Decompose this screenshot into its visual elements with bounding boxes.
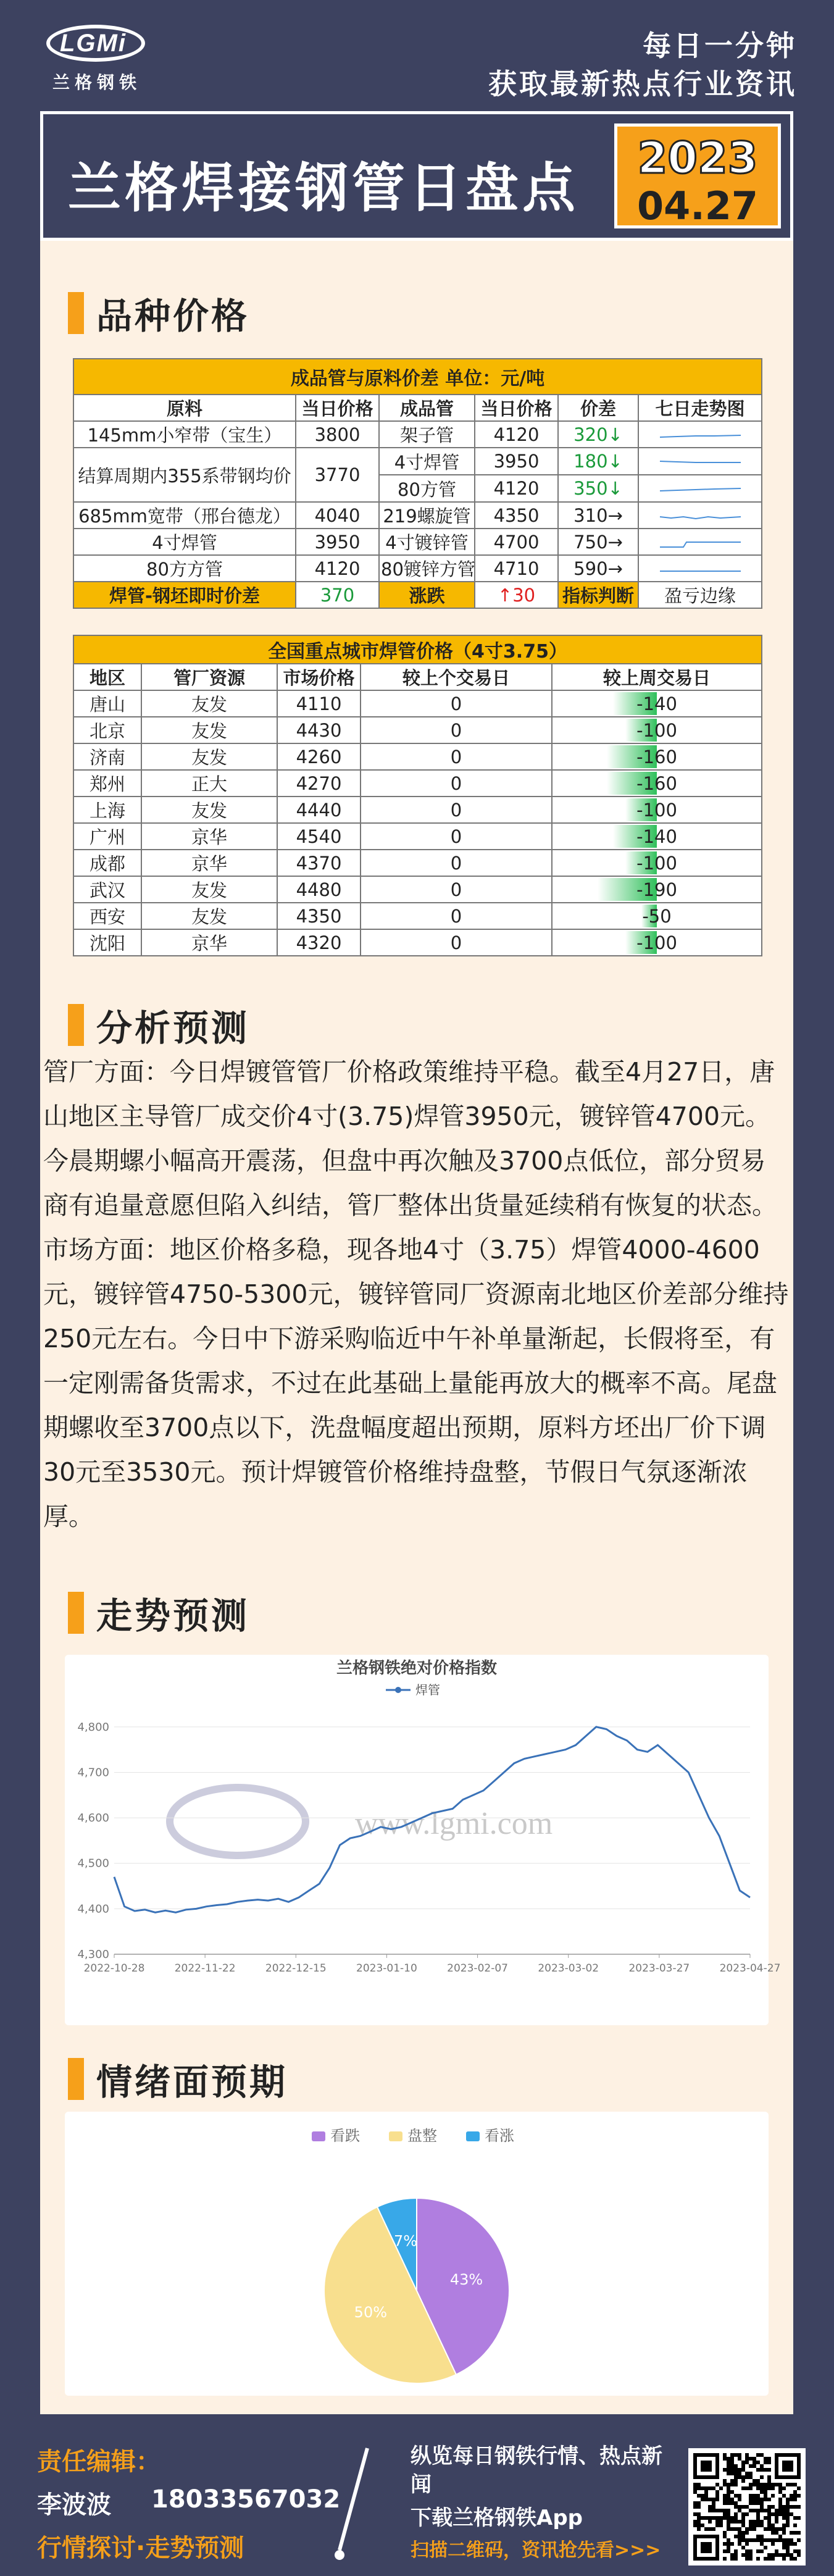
cell-price: 4110 (277, 690, 361, 717)
cell-day-change: 0 (361, 770, 552, 797)
cell-source: 友发 (141, 743, 277, 770)
editor-name: 李波波 (37, 2491, 111, 2519)
cell: 219螺旋管 (379, 502, 475, 529)
slogan-line-1: 每日一分钟 (643, 29, 797, 62)
cell-price: 4430 (277, 717, 361, 743)
section-header-sentiment (68, 2053, 288, 2105)
cell-region: 上海 (73, 797, 141, 823)
table-title: 全国重点城市焊管价格（4寸3.75） (73, 635, 762, 664)
y-tick-label: 4,300 (77, 1948, 109, 1961)
cell-price: 4270 (277, 770, 361, 797)
cell-day-change: 0 (361, 743, 552, 770)
cell-week-change (552, 823, 762, 850)
table-row (73, 876, 762, 903)
table-row (73, 903, 762, 929)
cell-source: 正大 (141, 770, 277, 797)
section-accent-bar (68, 2058, 84, 2100)
cell: 180↓ (558, 448, 638, 475)
legend-swatch (389, 2131, 402, 2141)
cell-week-change (552, 929, 762, 956)
cell-price: 4540 (277, 823, 361, 850)
sparkline-cell (638, 421, 762, 448)
sparkline (659, 430, 742, 442)
change-value: ↑30 (475, 582, 558, 608)
cell-day-change: 0 (361, 797, 552, 823)
cell-region: 成都 (73, 850, 141, 876)
cell-week-change (552, 850, 762, 876)
cell-region: 北京 (73, 717, 141, 743)
x-tick-label: 2022-12-15 (265, 1962, 327, 1975)
table-row (73, 797, 762, 823)
cell-region: 济南 (73, 743, 141, 770)
cell-day-change: 0 (361, 717, 552, 743)
pie-slice-label: 50% (354, 2304, 388, 2322)
table-row (73, 502, 762, 529)
cell: 590→ (558, 555, 638, 582)
content-panel (40, 241, 793, 2414)
cell: 架子管 (379, 421, 475, 448)
pen-decoration-icon (333, 2445, 370, 2569)
cell-price: 4370 (277, 850, 361, 876)
cell-price: 4260 (277, 743, 361, 770)
legend-swatch (466, 2131, 480, 2141)
logo-subtitle: 兰格钢铁 (52, 72, 142, 93)
spread-label: 焊管-钢坯即时价差 (73, 582, 296, 608)
sparkline (659, 564, 742, 576)
price-index-chart-card (65, 1655, 781, 2025)
summary-row (73, 582, 762, 608)
cell-price: 4480 (277, 876, 361, 903)
y-tick-label: 4,400 (77, 1902, 109, 1916)
qr-code-pattern (693, 2453, 801, 2561)
col-header: 管厂资源 (141, 664, 277, 690)
table-row (73, 421, 762, 448)
cell: 80方管 (379, 475, 475, 502)
table-row (73, 717, 762, 743)
cell-day-change: 0 (361, 850, 552, 876)
sparkline (659, 511, 742, 523)
x-tick-label: 2022-11-22 (174, 1962, 236, 1975)
cell: 3800 (296, 421, 379, 448)
sparkline (659, 483, 742, 496)
cell-source: 京华 (141, 850, 277, 876)
cell: 结算周期内355系带钢均价 (73, 448, 296, 502)
sparkline-cell (638, 448, 762, 475)
table-row (73, 743, 762, 770)
cell: 320↓ (558, 421, 638, 448)
date-badge (614, 123, 781, 228)
cell-week-change (552, 770, 762, 797)
table-row (73, 448, 762, 475)
qr-code-icon[interactable] (688, 2448, 806, 2566)
week-change-value: -160 (636, 746, 677, 767)
legend-label: 看跌 (330, 2127, 360, 2144)
sentiment-pie-chart (65, 2112, 769, 2396)
cell-region: 西安 (73, 903, 141, 929)
x-tick-label: 2022-10-28 (83, 1962, 145, 1975)
city-rows (73, 690, 762, 956)
table-row (73, 770, 762, 797)
week-change-value: -50 (642, 905, 672, 927)
cell-source: 友发 (141, 903, 277, 929)
cell-week-change (552, 743, 762, 770)
cell-day-change: 0 (361, 690, 552, 717)
section-header-variety-price (68, 287, 249, 339)
sparkline-cell (638, 555, 762, 582)
cell: 4寸焊管 (379, 448, 475, 475)
table-row (73, 555, 762, 582)
cell-region: 广州 (73, 823, 141, 850)
x-tick-label: 2023-01-10 (356, 1962, 417, 1975)
tagline: 行情探讨·走势预测 (37, 2534, 244, 2562)
week-change-value: -160 (636, 772, 677, 794)
page-title: 兰格焊接钢管日盘点 (68, 157, 579, 219)
change-label: 涨跌 (379, 582, 475, 608)
cell-week-change (552, 797, 762, 823)
cell: 4120 (475, 475, 558, 502)
cell-price: 4440 (277, 797, 361, 823)
footer-promo-line-2: 下载兰格钢铁App (411, 2506, 583, 2530)
cell: 3950 (475, 448, 558, 475)
table-title-row (73, 635, 762, 664)
x-tick-label: 2023-04-27 (719, 1962, 781, 1975)
col-header: 当日价格 (475, 395, 558, 421)
y-tick-label: 4,700 (77, 1766, 109, 1779)
watermark-text: www.lgmi.com (355, 1806, 553, 1841)
cell: 4040 (296, 502, 379, 529)
pie-slice-label: 7% (393, 2232, 418, 2250)
col-header: 市场价格 (277, 664, 361, 690)
table-row (73, 690, 762, 717)
cell: 350↓ (558, 475, 638, 502)
date-year: 2023 (637, 133, 758, 183)
cell-week-change (552, 690, 762, 717)
legend-label: 盘整 (407, 2127, 437, 2144)
y-tick-label: 4,600 (77, 1812, 109, 1825)
city-price-table (73, 635, 762, 956)
cell-region: 郑州 (73, 770, 141, 797)
legend-swatch (312, 2131, 325, 2141)
week-change-value: -100 (636, 719, 677, 741)
spread-value: 370 (296, 582, 379, 608)
cell: 4寸焊管 (73, 529, 296, 555)
sparkline (659, 537, 742, 550)
cell: 145mm小窄带（宝生） (73, 421, 296, 448)
sentiment-chart-card (65, 2112, 769, 2396)
analysis-paragraph-1: 管厂方面：今日焊镀管管厂价格政策维持平稳。截至4月27日，唐山地区主导管厂成交价4寸(3.75)焊管3950元，镀锌管4700元。今晨期螺小幅高开震荡，但盘中再次触及3700点低位，部分贸易商有追量意愿但陷入纠结，管厂整体出货量延续稍有恢复的状态。 (43, 1057, 777, 1220)
cell-price: 4320 (277, 929, 361, 956)
x-tick-label: 2023-03-02 (538, 1962, 599, 1975)
legend-label: 看涨 (485, 2127, 514, 2144)
cell-source: 京华 (141, 823, 277, 850)
brand-logo (46, 25, 157, 93)
cell-region: 武汉 (73, 876, 141, 903)
title-banner (40, 111, 793, 241)
week-change-value: -140 (636, 826, 677, 847)
sparkline-cell (638, 529, 762, 555)
pie-slice-label: 43% (449, 2271, 483, 2289)
section-title: 情绪面预期 (96, 2061, 288, 2103)
y-tick-label: 4,500 (77, 1857, 109, 1870)
cell-week-change (552, 876, 762, 903)
cell: 4120 (296, 555, 379, 582)
sparkline-cell (638, 502, 762, 529)
section-accent-bar (68, 1592, 84, 1634)
watermark-logo-icon (170, 1788, 306, 1855)
legend-marker (395, 1687, 401, 1693)
cell-week-change (552, 717, 762, 743)
col-header: 价差 (558, 395, 638, 421)
cell: 4700 (475, 529, 558, 555)
col-header: 当日价格 (296, 395, 379, 421)
table-title-row (73, 359, 762, 395)
section-title: 品种价格 (96, 295, 250, 337)
section-title: 分析预测 (96, 1007, 250, 1049)
cell-region: 沈阳 (73, 929, 141, 956)
week-change-value: -100 (636, 852, 677, 874)
table-row (73, 823, 762, 850)
table-header-row (73, 664, 762, 690)
price-spread-table (73, 358, 762, 609)
table-header-row (73, 395, 762, 421)
analysis-paragraph-2: 市场方面：地区价格多稳，现各地4寸（3.75）焊管4000-4600元，镀锌管4750-5300元，镀锌管同厂资源南北地区价差部分维持250元左右。今日中下游采购临近中午补单量渐起，长假将至，有一定刚需备货需求，不过在此基础上量能再放大的概率不高。尾盘期螺收至3700点以下，洗盘幅度超出预期，原料方坯出厂价下调30元至3530元。预计焊镀管价格维持盘整，节假日气氛逐渐浓厚。 (43, 1235, 789, 1531)
editor-phone: 18033567032 (151, 2485, 341, 2514)
section-accent-bar (68, 1004, 84, 1046)
footer-promo-line-3: 扫描二维码，资讯抢先看>>> (411, 2540, 661, 2561)
cell: 80方方管 (73, 555, 296, 582)
col-header: 原料 (73, 395, 296, 421)
footer-promo-line-1: 纵览每日钢铁行情、热点新闻 (411, 2444, 662, 2497)
judge-label: 指标判断 (558, 582, 638, 608)
week-change-value: -140 (636, 693, 677, 714)
cell-day-change: 0 (361, 903, 552, 929)
week-change-value: -100 (636, 799, 677, 821)
cell: 3770 (296, 448, 379, 502)
cell: 4710 (475, 555, 558, 582)
logo-text: LGMi (60, 30, 127, 57)
section-title: 走势预测 (96, 1595, 250, 1637)
table-row (73, 929, 762, 956)
table-row (73, 850, 762, 876)
judge-value: 盈亏边缘 (638, 582, 762, 608)
y-tick-label: 4,800 (77, 1720, 109, 1734)
cell-source: 京华 (141, 929, 277, 956)
sparkline (659, 456, 742, 469)
cell: 80镀锌方管 (379, 555, 475, 582)
cell-source: 友发 (141, 690, 277, 717)
cell: 310→ (558, 502, 638, 529)
x-tick-label: 2023-02-07 (447, 1962, 508, 1975)
sparkline-cell (638, 475, 762, 502)
cell: 3950 (296, 529, 379, 555)
editor-label: 责任编辑： (37, 2448, 161, 2476)
col-header: 地区 (73, 664, 141, 690)
date-day: 04.27 (636, 183, 759, 228)
col-header: 较上周交易日 (552, 664, 762, 690)
cell-day-change: 0 (361, 823, 552, 850)
cell-price: 4350 (277, 903, 361, 929)
cell: 685mm宽带（邢台德龙） (73, 502, 296, 529)
slogan-line-2: 获取最新热点行业资讯 (488, 67, 797, 101)
section-accent-bar (68, 292, 84, 334)
cell-day-change: 0 (361, 929, 552, 956)
chart-title: 兰格钢铁绝对价格指数 (336, 1659, 498, 1678)
cell-source: 友发 (141, 797, 277, 823)
cell: 4寸镀锌管 (379, 529, 475, 555)
cell-day-change: 0 (361, 876, 552, 903)
col-header: 七日走势图 (638, 395, 762, 421)
x-tick-label: 2023-03-27 (628, 1962, 690, 1975)
cell: 4120 (475, 421, 558, 448)
table-title: 成品管与原料价差 单位：元/吨 (73, 359, 762, 395)
cell-source: 友发 (141, 876, 277, 903)
col-header: 较上个交易日 (361, 664, 552, 690)
col-header: 成品管 (379, 395, 475, 421)
week-change-value: -190 (636, 879, 677, 900)
cell-week-change (552, 903, 762, 929)
cell: 750→ (558, 529, 638, 555)
legend-label: 焊管 (415, 1683, 440, 1697)
section-header-trend (68, 1587, 249, 1639)
cell-region: 唐山 (73, 690, 141, 717)
week-change-value: -100 (636, 932, 677, 953)
section-header-analysis (68, 999, 249, 1051)
price-index-line-chart (65, 1655, 781, 2025)
cell: 4350 (475, 502, 558, 529)
table-row (73, 529, 762, 555)
cell-source: 友发 (141, 717, 277, 743)
